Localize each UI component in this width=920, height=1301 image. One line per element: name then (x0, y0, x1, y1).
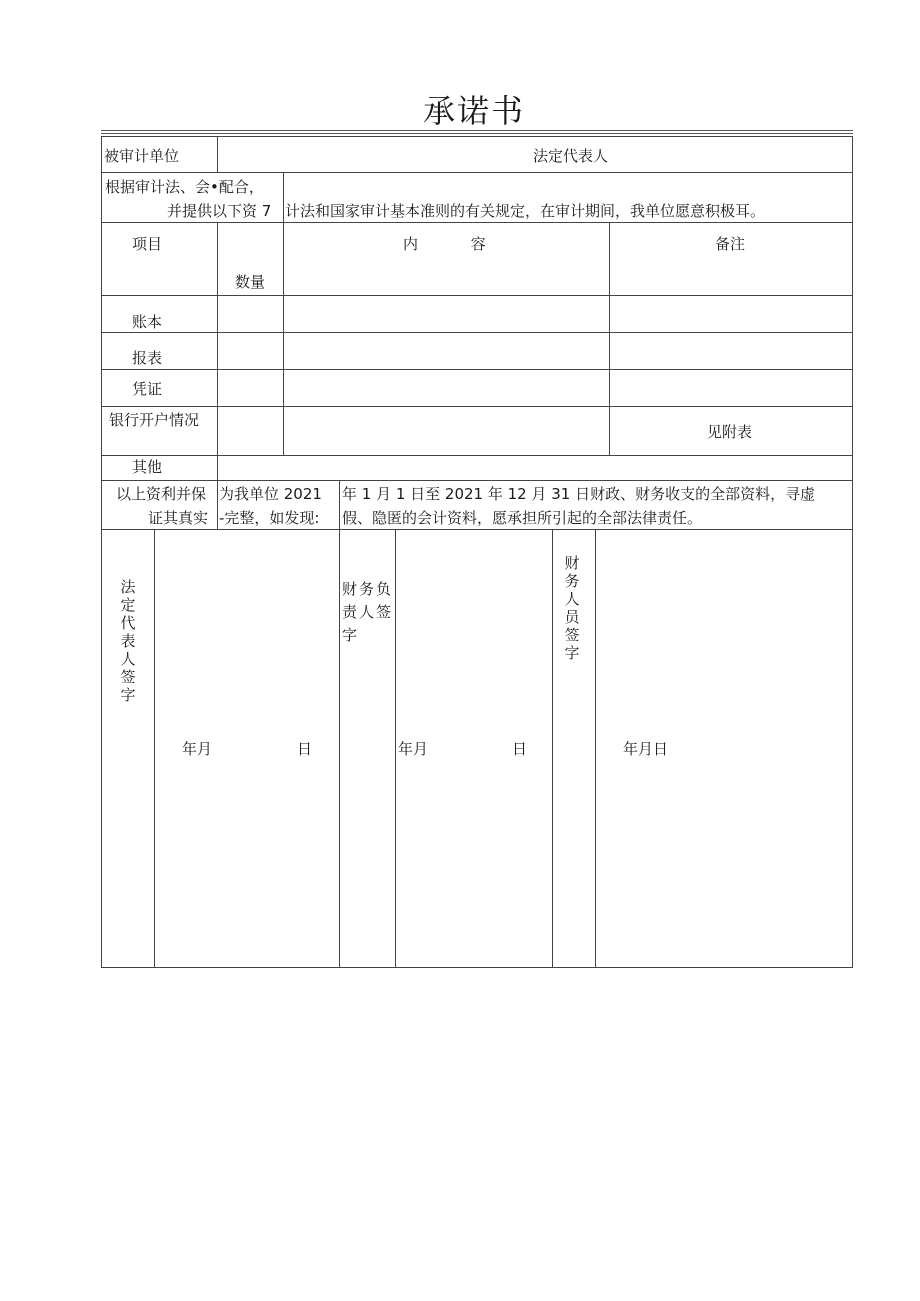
grid-line (101, 136, 853, 137)
audited-unit-label: 被审计单位 (104, 147, 180, 165)
guarantee-c3-line2: 假、隐匿的会计资料，愿承担所引起的全部法律责任。 (342, 509, 703, 527)
guarantee-c3-line1: 年 1 月 1 日至 2021 年 12 月 31 日财政、财务收支的全部资料，寻虚 (342, 485, 816, 503)
grid-line (217, 222, 218, 455)
grid-line (339, 529, 340, 967)
grid-line (217, 136, 218, 172)
guarantee-c2-line1: 为我单位 2021 (219, 485, 322, 503)
legal-rep-label: 法定代表人 (533, 147, 609, 165)
grid-line (101, 222, 853, 223)
grid-line (852, 136, 853, 968)
finance-staff-signature-label: 财务人员签字 (564, 554, 580, 662)
finance-head-date-ym: 年月 (398, 740, 429, 758)
grid-line (101, 967, 853, 968)
grid-line (339, 480, 340, 529)
row-item-bank-accounts: 银行开户情况 (109, 411, 200, 429)
grid-line (101, 529, 853, 530)
finance-staff-date: 年月日 (623, 740, 669, 758)
grid-line (101, 172, 853, 173)
grid-line (552, 529, 553, 967)
grid-line (101, 295, 853, 296)
statement-line-2a: 并提供以下资 7 (167, 202, 272, 220)
grid-line (101, 455, 853, 456)
grid-line (283, 222, 284, 455)
legal-rep-signature-label: 法定代表人签字 (120, 578, 136, 704)
grid-line (154, 529, 155, 967)
legal-rep-date-ym: 年月 (182, 740, 213, 758)
page-title: 承诺书 (422, 92, 525, 130)
grid-line (101, 480, 853, 481)
grid-line (217, 480, 218, 529)
finance-head-date-day: 日 (512, 740, 528, 758)
grid-line (217, 455, 218, 480)
col-header-quantity: 数量 (235, 273, 266, 291)
finance-head-signature-label: 财务负责人签字 (342, 580, 394, 644)
grid-line (101, 369, 853, 370)
legal-rep-date-day: 日 (297, 740, 313, 758)
grid-line (595, 529, 596, 967)
grid-line (283, 172, 284, 222)
statement-line-1: 根据审计法、会•配合， (105, 178, 264, 196)
row-remark-bank-accounts: 见附表 (707, 423, 753, 441)
row-item-other: 其他 (132, 458, 163, 476)
grid-line (609, 222, 610, 455)
row-item-ledger: 账本 (132, 313, 163, 331)
col-header-item: 项目 (132, 235, 163, 253)
guarantee-c2-line2: -完整，如发现: (219, 509, 320, 527)
row-item-reports: 报表 (132, 349, 163, 367)
guarantee-c1-line2: 证其真实 (148, 509, 209, 527)
col-header-content: 内 容 (403, 235, 486, 253)
statement-line-2b: 计法和国家审计基本准则的有关规定，在审计期间，我单位愿意积极耳。 (285, 202, 766, 220)
grid-line (101, 332, 853, 333)
row-item-vouchers: 凭证 (132, 380, 163, 398)
grid-line (101, 136, 102, 968)
grid-line (101, 406, 853, 407)
col-header-remark: 备注 (715, 235, 746, 253)
guarantee-c1-line1: 以上资利并保 (116, 485, 207, 503)
